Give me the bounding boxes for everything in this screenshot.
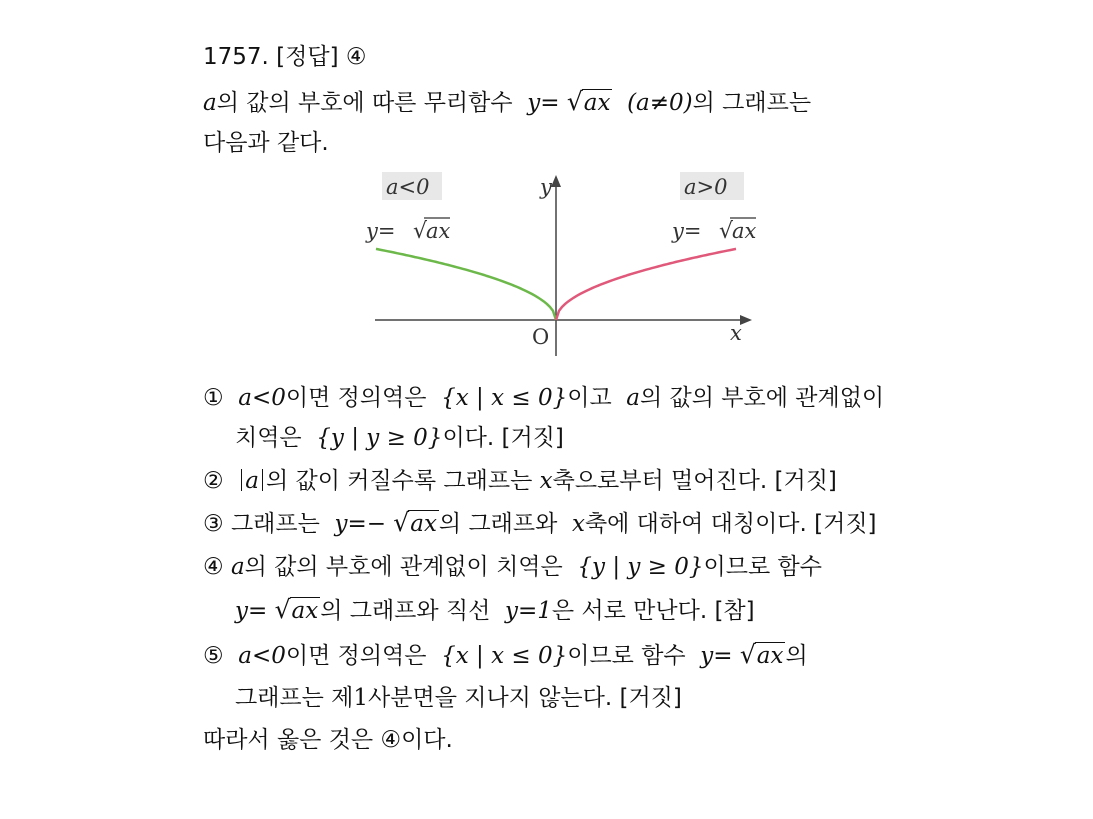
verdict: 은 서로 만난다. [참] <box>551 598 755 624</box>
equals-sign: = <box>248 598 268 624</box>
item-5-line-2 <box>235 683 682 713</box>
radical-sign: √ <box>566 87 583 116</box>
y-axis-label: y <box>540 175 552 199</box>
line-equation: y=1 <box>505 598 552 624</box>
quadrant-number: 1 <box>353 685 369 711</box>
item-4-line-1 <box>203 552 822 582</box>
text: 그래프는 <box>230 511 320 537</box>
text: 의 값의 부호에 관계없이 <box>640 385 885 411</box>
conclusion: 따라서 옳은 것은 ④이다. <box>203 727 453 753</box>
set-range: {y | y ≥ 0} <box>577 554 704 580</box>
text: 의 값이 커질수록 그래프는 <box>265 468 533 494</box>
set-range: {y | y ≥ 0} <box>316 425 443 451</box>
item-5-line-1 <box>203 640 808 671</box>
text: 이고 <box>567 385 612 411</box>
var-y: y <box>700 643 714 669</box>
item-5-number: ⑤ <box>203 643 224 669</box>
item-2-number: ② <box>203 468 224 494</box>
label-left-radical: √ <box>413 219 428 244</box>
equals-sign: = <box>713 643 733 669</box>
label-right-y: y= <box>672 219 702 243</box>
radical-sign: √ <box>274 595 291 624</box>
intro-line-2: 다음과 같다. <box>203 130 329 156</box>
y-axis-arrow-icon <box>551 175 561 187</box>
var-a: a <box>626 385 641 411</box>
abs-bar-left <box>241 469 242 491</box>
item-2-line <box>203 466 837 496</box>
condition: a<0 <box>238 385 286 411</box>
item-3-number: ③ <box>203 511 224 537</box>
label-a-positive: a>0 <box>684 175 728 199</box>
radicand: ax <box>291 598 319 624</box>
label-right-radical: √ <box>719 219 734 244</box>
graph <box>360 170 760 360</box>
text: 의 그래프와 직선 <box>320 598 491 624</box>
radicand: ax <box>583 90 611 116</box>
intro-text: 의 값의 부호에 따른 무리함수 <box>216 90 513 116</box>
text: 치역은 <box>235 425 302 451</box>
item-1-line-1 <box>203 383 884 413</box>
abs-bar-right <box>262 469 263 491</box>
text: 그래프는 제 <box>235 685 354 711</box>
var-x: x <box>539 468 553 494</box>
condition: a<0 <box>238 643 286 669</box>
var-x: x <box>571 511 585 537</box>
set-domain: {x | x ≤ 0} <box>441 385 568 411</box>
radical-sign: √ <box>393 508 410 537</box>
intro-line-1 <box>203 87 811 118</box>
radicand: ax <box>756 643 784 669</box>
text: 축으로부터 멀어진다. [거짓] <box>552 468 837 494</box>
var-y: y <box>235 598 248 624</box>
item-4-line-2 <box>235 595 755 626</box>
text: 이면 정의역은 <box>285 643 427 669</box>
text: 의 그래프와 <box>438 511 558 537</box>
var-a: a <box>245 468 259 494</box>
label-left-radicand: ax <box>426 219 451 243</box>
origin-label: O <box>532 325 550 349</box>
var-a: a <box>203 90 217 116</box>
var-y: y <box>527 90 541 116</box>
verdict: 이다. [거짓] <box>442 425 564 451</box>
text: 의 값의 부호에 관계없이 치역은 <box>244 554 563 580</box>
label-a-negative: a<0 <box>386 175 430 199</box>
item-1-line-2 <box>235 423 564 453</box>
var-a: a <box>230 554 245 580</box>
verdict: 사분면을 지나지 않는다. [거짓] <box>368 685 682 711</box>
label-left-y: y= <box>366 219 396 243</box>
equals-minus: =− <box>347 511 386 537</box>
problem-header: 1757. [정답] ④ <box>203 44 367 70</box>
radicand: ax <box>410 511 437 537</box>
condition: (a≠0) <box>627 90 693 116</box>
intro-text-2: 의 그래프는 <box>692 90 812 116</box>
item-1-number: ① <box>203 385 224 411</box>
text: 이므로 함수 <box>703 554 822 580</box>
set-domain: {x | x ≤ 0} <box>441 643 568 669</box>
curve-right <box>556 249 736 320</box>
item-3-line <box>203 508 877 539</box>
text: 축에 대하여 대칭이다. [거짓] <box>584 511 877 537</box>
x-axis-label: x <box>730 321 742 345</box>
radical-sign: √ <box>739 640 756 669</box>
item-4-number: ④ <box>203 554 224 580</box>
text: 이면 정의역은 <box>285 385 427 411</box>
text: 의 <box>785 643 808 669</box>
text: 이므로 함수 <box>567 643 686 669</box>
label-right-radicand: ax <box>732 219 757 243</box>
var-y: y <box>334 511 348 537</box>
curve-left <box>376 249 556 320</box>
equals-sign: = <box>540 90 560 116</box>
